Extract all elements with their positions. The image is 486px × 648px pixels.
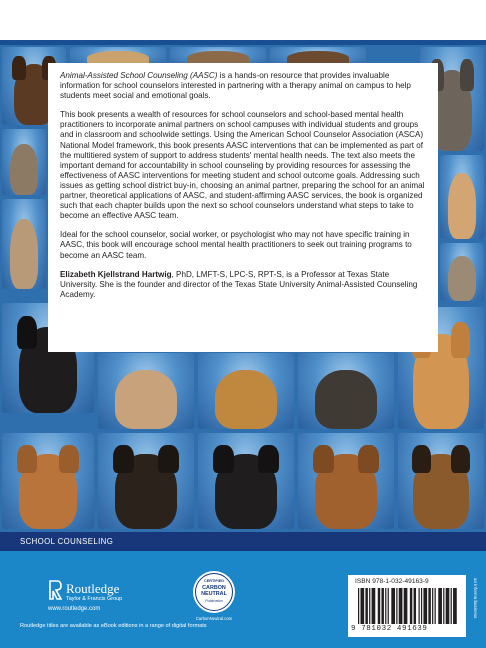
pet-photo-tan-dog <box>2 433 94 529</box>
barcode-icon <box>358 588 458 624</box>
pet-photo-right-3 <box>440 243 484 301</box>
back-cover-description <box>48 63 438 352</box>
book-title-italic: Animal-Assisted School Counseling (AASC) <box>60 71 218 80</box>
pet-photo-dark-dog <box>298 353 394 429</box>
subject-category-bar: SCHOOL COUNSELING <box>0 532 486 551</box>
pet-photo-german-shepherd <box>398 433 484 529</box>
pet-photo-black-lab <box>198 433 294 529</box>
publisher-name: Routledge <box>66 581 120 596</box>
body-paragraph: This book presents a wealth of resources for school counselors and school-based mental health practitioners to incorporate animal partners on school campuses with individual students and groups and in classroom and schoolwide settings. Using the American School Counselor Association (ASCA) National Model framework, this book presents AASC interventions that can be implemented as part of the multitiered system of support to address students' mental health needs. The text also meets the important demand for accountability in school counseling by providing resources for assessing the effectiveness of AASC interventions for meeting student and school outcome goals. Addressing such issues as getting school district buy-in, choosing an animal partner, preparing the school for an animal partner, theoretical applications of AASC, and student-affirming AASC services, the book is organized such that each chapter builds upon the next so school counselors understand what steps to take to become an effective AASC team. <box>60 110 425 221</box>
pet-photo-doodle-tan <box>98 353 194 429</box>
carbon-neutral-badge-icon <box>193 571 235 613</box>
carbon-neutral-publication: Publication <box>205 599 223 603</box>
isbn-label: ISBN 978-1-032-49163-9 <box>355 578 429 585</box>
pet-photo-golden-bandana <box>198 353 294 429</box>
top-white-band <box>0 0 486 44</box>
author-name: Elizabeth Kjellstrand Hartwig <box>60 269 172 279</box>
intro-paragraph <box>60 71 427 101</box>
routledge-logo-icon <box>48 580 62 600</box>
carbon-neutral-site: CarbonNeutral.com <box>195 616 233 621</box>
pet-photo-dog-doodle <box>440 155 484 239</box>
pet-photo-left-2 <box>2 129 46 195</box>
side-imprint-code <box>470 578 478 638</box>
carbon-neutral-word-neutral: NEUTRAL <box>201 591 227 597</box>
intro-text: is a hands-on resource that provides invaluable information for school counselors interested in partnering with a therapy animal on campus to help students meet social and emotional goals. <box>60 71 411 101</box>
barcode-digits: 9 781032 491639 <box>351 625 428 633</box>
author-paragraph <box>60 270 427 300</box>
pet-photo-bernese <box>98 433 194 529</box>
ebook-availability-note: Routledge titles are available as eBook editions in a range of digital formats <box>20 623 207 629</box>
author-bio: , PhD, LMFT-S, LPC-S, RPT-S, is a Professor at Texas State University. She is the founder and director of the Texas State University Animal-Assisted Counseling Academy. <box>60 269 418 299</box>
pet-photo-shepherd-mix <box>298 433 394 529</box>
isbn-barcode-box <box>348 575 466 637</box>
carbon-neutral-word-carbon: CARBON <box>202 585 226 591</box>
publisher-url[interactable]: www.routledge.com <box>48 606 101 612</box>
audience-paragraph: Ideal for the school counselor, social worker, or psychologist who may not have specific training in AASC, this book will encourage school mental health practitioners to seek out training programs to become an AASC team. <box>60 230 412 260</box>
publisher-group: Taylor & Francis Group <box>66 596 123 602</box>
side-imprint-text: an informa business <box>473 578 478 619</box>
carbon-neutral-certified: CERTIFIED <box>203 579 225 583</box>
pet-photo-left-3 <box>2 199 46 289</box>
